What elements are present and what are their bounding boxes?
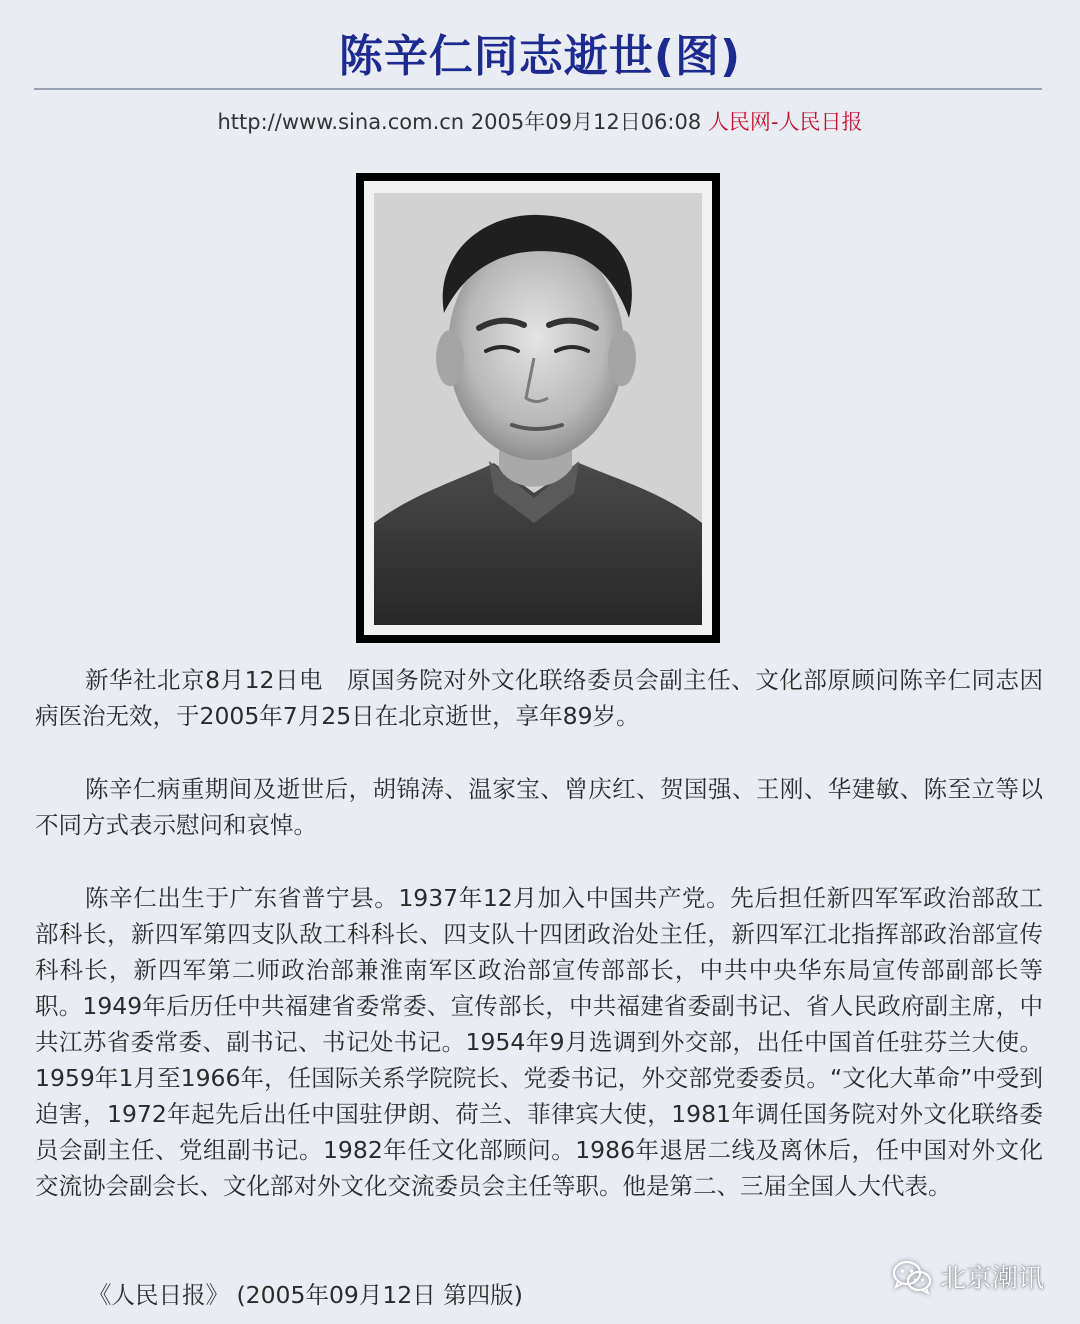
paragraph-1: 新华社北京8月12日电 原国务院对外文化联络委员会副主任、文化部原顾问陈辛仁同志因病医治无效，于2005年7月25日在北京逝世，享年89岁。 bbox=[35, 666, 1043, 730]
portrait-frame bbox=[356, 173, 720, 643]
watermark-text: 北京潮讯 bbox=[939, 1264, 1044, 1294]
portrait-mat bbox=[364, 181, 712, 635]
source-url[interactable]: http://www.sina.com.cn bbox=[217, 110, 465, 134]
wechat-icon bbox=[892, 1260, 932, 1294]
article-title: 陈辛仁同志逝世(图) bbox=[338, 31, 742, 82]
article-citation: 《人民日报》 (2005年09月12日 第四版) bbox=[88, 1281, 523, 1309]
title-divider bbox=[34, 88, 1042, 90]
portrait-photo bbox=[374, 193, 702, 625]
paragraph-3: 陈辛仁出生于广东省普宁县。1937年12月加入中国共产党。先后担任新四军军政治部敌工部科长，新四军第四支队敌工科科长、四支队十四团政治处主任，新四军江北指挥部政治部宣传科科长，新四军第二师政治部兼淮南军区政治部宣传部部长，中共中央华东局宣传部副部长等职。1949年后历任中共福建省委常委、宣传部长，中共福建省委副书记、省人民政府副主席，中共江苏省委常委、副书记、书记处书记。1954年9月选调到外交部，出任中国首任驻芬兰大使。1959年1月至1966年，任国际关系学院院长、党委书记，外交部党委委员。“文化大革命”中受到迫害，1972年起先后出任中国驻伊朗、荷兰、菲律宾大使，1981年调任国务院对外文化联络委员会副主任、党组副书记。1982年任文化部顾问。1986年退居二线及离休后，任中国对外文化交流协会副会长、文化部对外文化交流委员会主任等职。他是第二、三届全国人大代表。 bbox=[35, 884, 1043, 1200]
source-link[interactable]: 人民网-人民日报 bbox=[707, 110, 863, 134]
portrait-illustration bbox=[374, 193, 702, 625]
watermark bbox=[892, 1258, 1044, 1295]
paragraph-2: 陈辛仁病重期间及逝世后，胡锦涛、温家宝、曾庆红、贺国强、王刚、华建敏、陈至立等以不同方式表示慰问和哀悼。 bbox=[35, 775, 1043, 839]
publish-date: 2005年09月12日06:08 bbox=[470, 110, 702, 134]
article-meta bbox=[0, 106, 1080, 136]
